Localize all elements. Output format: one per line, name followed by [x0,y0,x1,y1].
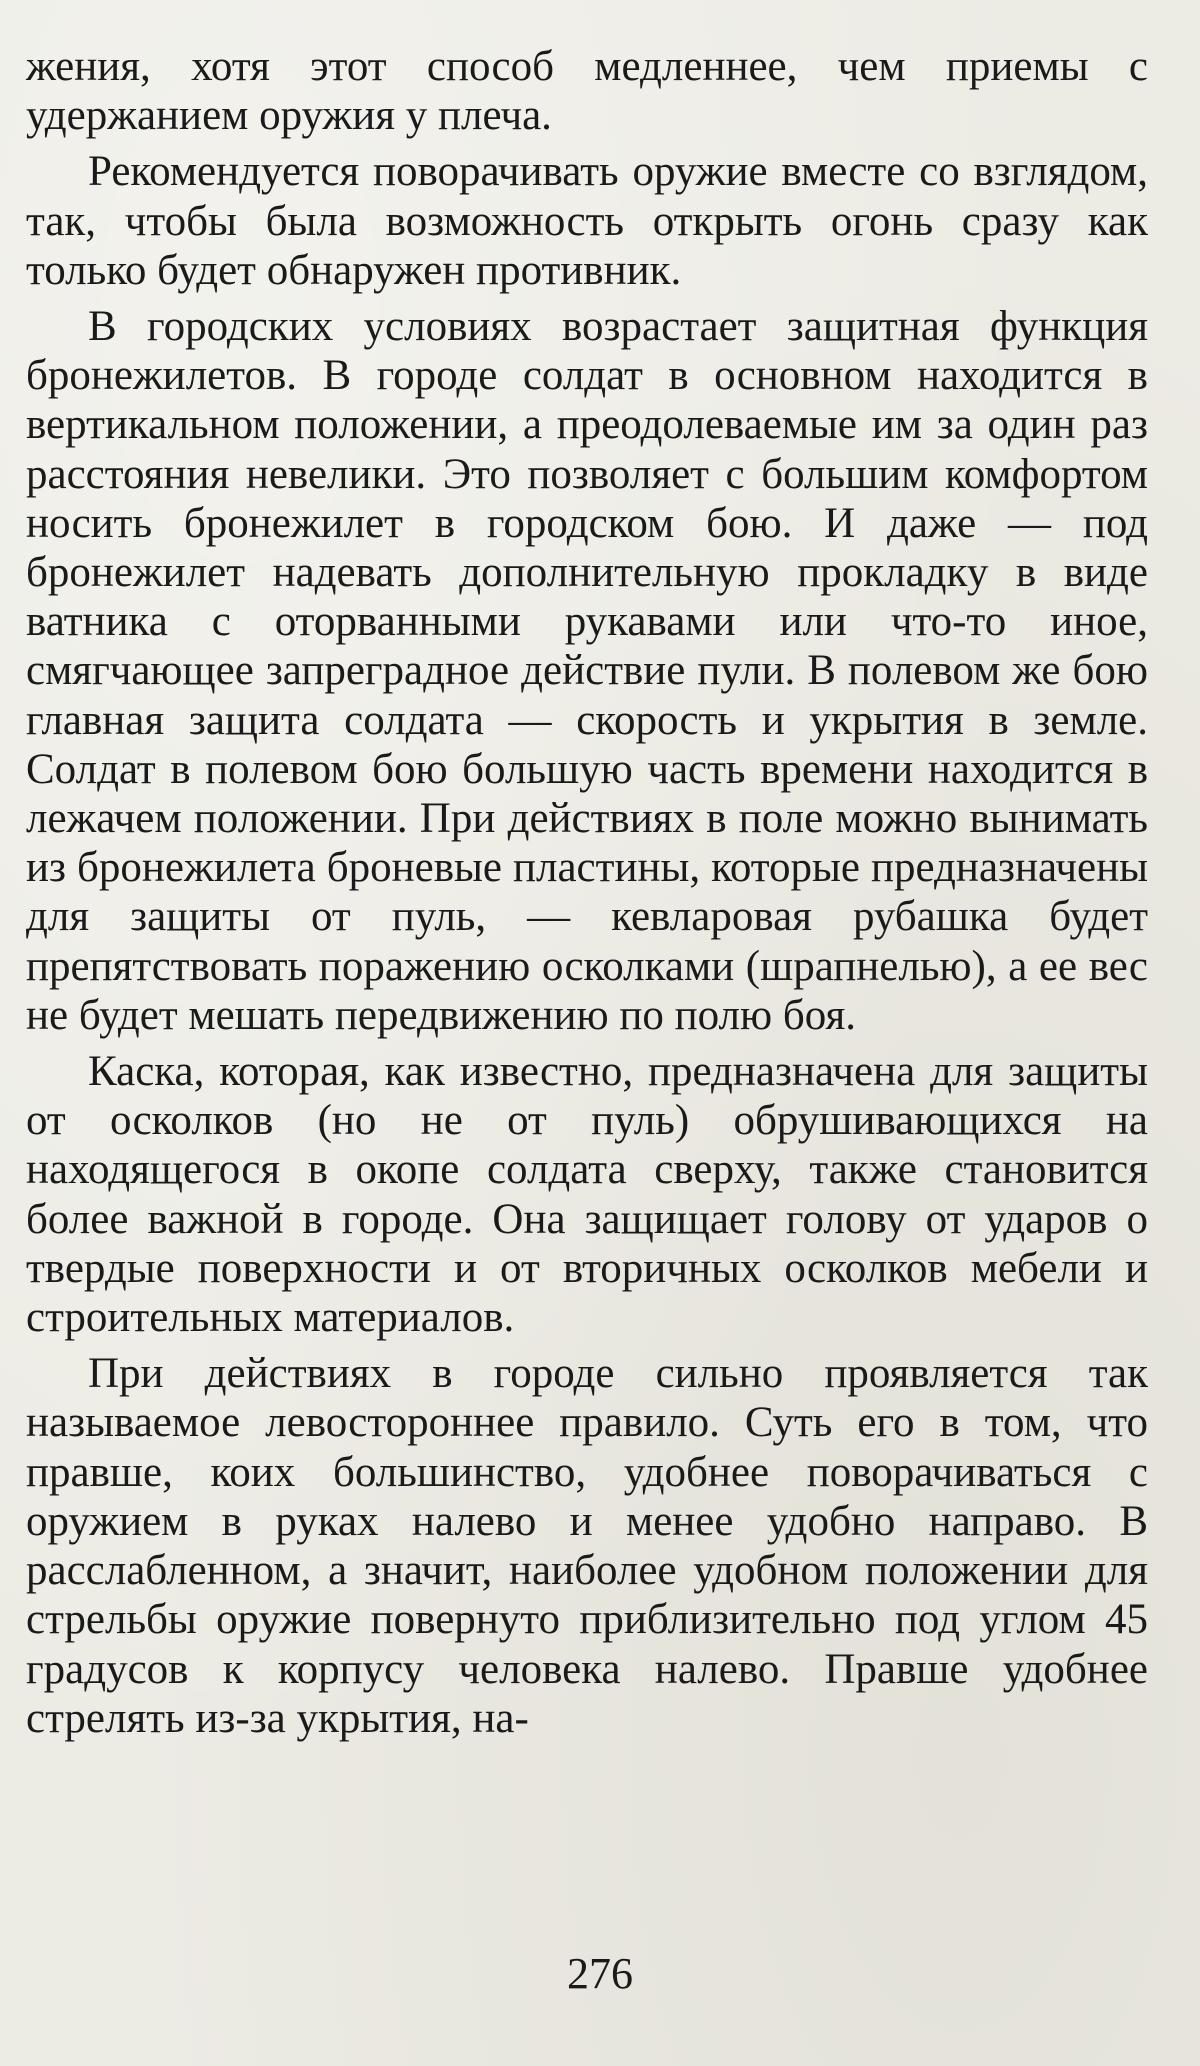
paragraph: В городских условиях возрастает защитная функция бронежилетов. В городе солдат в основном находится в вертикальном положении, а преодолеваемые им за один раз расстояния невелики. Это позволяет с большим комфортом носить бронежилет в городском бою. И даже — под бронежилет надевать дополнительную прокладку в виде ватника с оторванными рукавами или что-то иное, смягчающее запреградное действие пули. В полевом же бою главная защита солдата — скорость и укрытия в земле. Солдат в полевом бою большую часть времени находится в лежачем положении. При действиях в поле можно вынимать из бронежилета броневые пластины, которые предназначены для защиты от пуль, — кевларовая рубашка будет препятствовать поражению осколками (шрапнелью), а ее вес не будет мешать передвижению по полю боя. [26,303,1148,1039]
body-text [26,42,1148,1750]
paragraph: При действиях в городе сильно проявляется так называемое левостороннее правило. Суть его в том, что правше, коих большинство, удобнее поворачиваться с оружием в руках налево и менее удобно направо. В расслабленном, а значит, наиболее удобном положении для стрельбы оружие повернуто приблизительно под углом 45 градусов к корпусу человека налево. Правше удобнее стрелять из-за укрытия, на- [26,1350,1148,1742]
page-number: 276 [567,1949,633,1998]
paragraph: Рекомендуется поворачивать оружие вместе со взглядом, так, чтобы была возможность открыть огонь сразу как только будет обнаружен противник. [26,148,1148,294]
paragraph: жения, хотя этот способ медленнее, чем приемы с удержанием оружия у плеча. [26,43,1148,140]
paragraph: Каска, которая, как известно, предназначена для защиты от осколков (но не от пуль) обрушивающихся на находящегося в окопе солдата сверху, также становится более важной в городе. Она защищает голову от ударов о твердые поверхности и от вторичных осколков мебели и строительных материалов. [26,1048,1148,1342]
